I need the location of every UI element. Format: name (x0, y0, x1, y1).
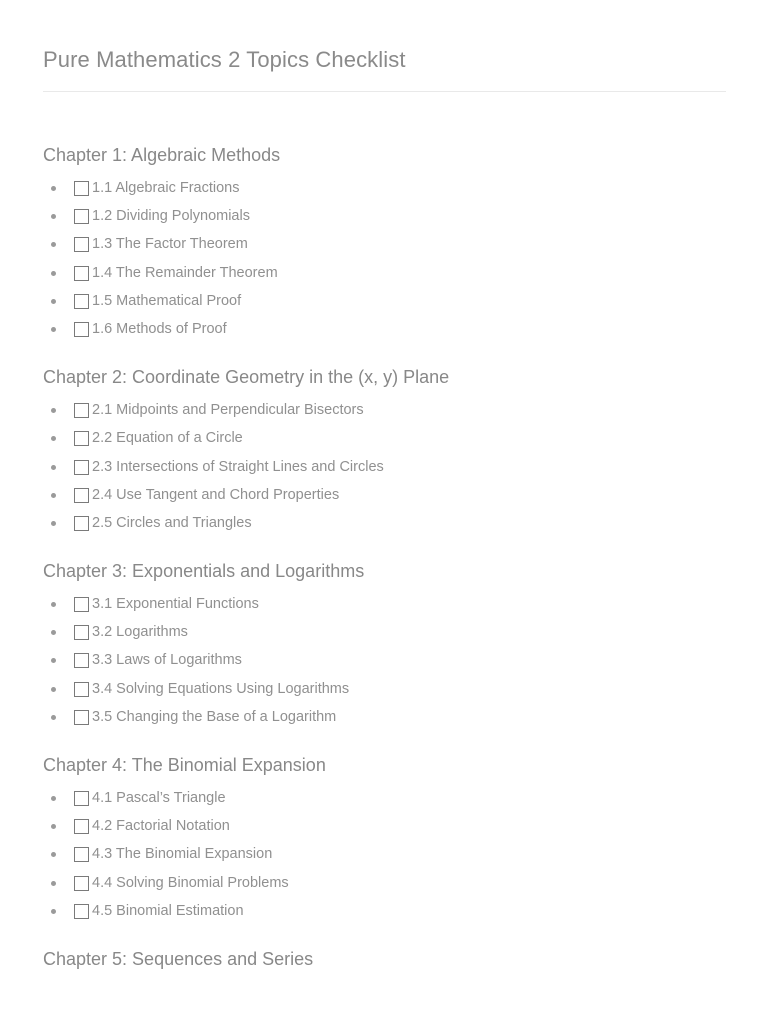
topic-item-1-1[interactable] (43, 174, 726, 202)
checkbox-unchecked-icon[interactable] (74, 819, 89, 834)
checkbox-unchecked-icon[interactable] (74, 294, 89, 309)
checkbox-unchecked-icon[interactable] (74, 625, 89, 640)
bullet-dot-icon (51, 493, 56, 498)
bullet-dot-icon (51, 242, 56, 247)
bullet-dot-icon (51, 271, 56, 276)
checkbox-unchecked-icon[interactable] (74, 904, 89, 919)
bullet-dot-icon (51, 630, 56, 635)
checkbox-unchecked-icon[interactable] (74, 322, 89, 337)
topic-label: 1.3 The Factor Theorem (92, 236, 248, 253)
bullet-dot-icon (51, 408, 56, 413)
checkbox-unchecked-icon[interactable] (74, 403, 89, 418)
checkbox-unchecked-icon[interactable] (74, 488, 89, 503)
bullet-dot-icon (51, 715, 56, 720)
bullet-dot-icon (51, 436, 56, 441)
bullet-dot-icon (51, 687, 56, 692)
topic-label: 3.2 Logarithms (92, 624, 188, 641)
bullet-dot-icon (51, 796, 56, 801)
chapter-title: Chapter 4: The Binomial Expansion (43, 755, 326, 775)
topic-label: 1.6 Methods of Proof (92, 320, 227, 337)
checkbox-unchecked-icon[interactable] (74, 791, 89, 806)
topic-label: 2.4 Use Tangent and Chord Properties (92, 486, 340, 503)
topic-label: 2.2 Equation of a Circle (92, 430, 243, 447)
topic-item-1-5[interactable] (43, 287, 726, 315)
chapter-title: Chapter 2: Coordinate Geometry in the (x, y) Plane (43, 367, 450, 388)
topic-label: 2.1 Midpoints and Perpendicular Bisectors (92, 402, 364, 419)
chapter-2 (43, 364, 726, 537)
bullet-dot-icon (51, 602, 56, 607)
checkbox-unchecked-icon[interactable] (74, 460, 89, 475)
topic-list (43, 784, 726, 925)
topic-item-1-2[interactable] (43, 202, 726, 230)
topic-item-4-5[interactable] (43, 897, 726, 925)
topic-label: 1.4 The Remainder Theorem (92, 264, 278, 281)
page-title: Pure Mathematics 2 Topics Checklist (43, 47, 406, 72)
topic-label: 3.3 Laws of Logarithms (92, 652, 242, 669)
topic-item-4-4[interactable] (43, 869, 726, 897)
topic-label: 4.3 The Binomial Expansion (92, 846, 273, 863)
topic-item-2-3[interactable] (43, 453, 726, 481)
bullet-dot-icon (51, 327, 56, 332)
checkbox-unchecked-icon[interactable] (74, 653, 89, 668)
topic-item-1-4[interactable] (43, 259, 726, 287)
chapter-list (43, 142, 726, 972)
checkbox-unchecked-icon[interactable] (74, 682, 89, 697)
topic-item-4-3[interactable] (43, 840, 726, 868)
chapter-4 (43, 752, 726, 925)
topic-item-2-1[interactable] (43, 396, 726, 424)
checkbox-unchecked-icon[interactable] (74, 431, 89, 446)
checkbox-unchecked-icon[interactable] (74, 516, 89, 531)
topic-label: 3.1 Exponential Functions (92, 596, 259, 613)
checkbox-unchecked-icon[interactable] (74, 181, 89, 196)
chapter-5 (43, 946, 726, 972)
topic-item-1-6[interactable] (43, 315, 726, 343)
topic-label: 2.5 Circles and Triangles (92, 514, 252, 531)
topic-item-2-5[interactable] (43, 509, 726, 537)
bullet-dot-icon (51, 658, 56, 663)
topic-label: 3.5 Changing the Base of a Logarithm (92, 708, 337, 725)
topic-label: 1.1 Algebraic Fractions (92, 180, 240, 196)
bullet-dot-icon (51, 881, 56, 886)
checkbox-unchecked-icon[interactable] (74, 237, 89, 252)
topic-label: 4.1 Pascal’s Triangle (92, 790, 226, 806)
topic-label: 3.4 Solving Equations Using Logarithms (92, 680, 350, 697)
bullet-dot-icon (51, 214, 56, 219)
bullet-dot-icon (51, 824, 56, 829)
topic-label: 4.4 Solving Binomial Problems (92, 874, 289, 891)
checkbox-unchecked-icon[interactable] (74, 266, 89, 281)
chapter-title: Chapter 5: Sequences and Series (43, 948, 314, 969)
chapter-1 (43, 142, 726, 343)
title-divider (43, 91, 726, 92)
bullet-dot-icon (51, 852, 56, 857)
topic-list (43, 590, 726, 731)
checkbox-unchecked-icon[interactable] (74, 876, 89, 891)
checkbox-unchecked-icon[interactable] (74, 847, 89, 862)
chapter-title: Chapter 3: Exponentials and Logarithms (43, 561, 365, 582)
topic-item-4-2[interactable] (43, 812, 726, 840)
topic-list (43, 396, 726, 537)
topic-item-4-1[interactable] (43, 784, 726, 812)
topic-item-3-1[interactable] (43, 590, 726, 618)
topic-label: 4.2 Factorial Notation (92, 818, 230, 835)
bullet-dot-icon (51, 521, 56, 526)
topic-item-3-4[interactable] (43, 675, 726, 703)
topic-list (43, 174, 726, 343)
topic-item-3-5[interactable] (43, 703, 726, 731)
topic-item-1-3[interactable] (43, 230, 726, 258)
topic-item-3-2[interactable] (43, 618, 726, 646)
topic-label: 1.5 Mathematical Proof (92, 292, 242, 309)
bullet-dot-icon (51, 186, 56, 191)
bullet-dot-icon (51, 299, 56, 304)
topic-item-2-4[interactable] (43, 481, 726, 509)
bullet-dot-icon (51, 465, 56, 470)
checkbox-unchecked-icon[interactable] (74, 597, 89, 612)
chapter-3 (43, 558, 726, 731)
checkbox-unchecked-icon[interactable] (74, 710, 89, 725)
checkbox-unchecked-icon[interactable] (74, 209, 89, 224)
topic-label: 2.3 Intersections of Straight Lines and Circles (92, 458, 384, 475)
bullet-dot-icon (51, 909, 56, 914)
topic-label: 4.5 Binomial Estimation (92, 902, 244, 919)
topic-item-2-2[interactable] (43, 424, 726, 452)
chapter-title: Chapter 1: Algebraic Methods (43, 145, 281, 165)
topic-item-3-3[interactable] (43, 646, 726, 674)
topic-label: 1.2 Dividing Polynomials (92, 208, 250, 225)
